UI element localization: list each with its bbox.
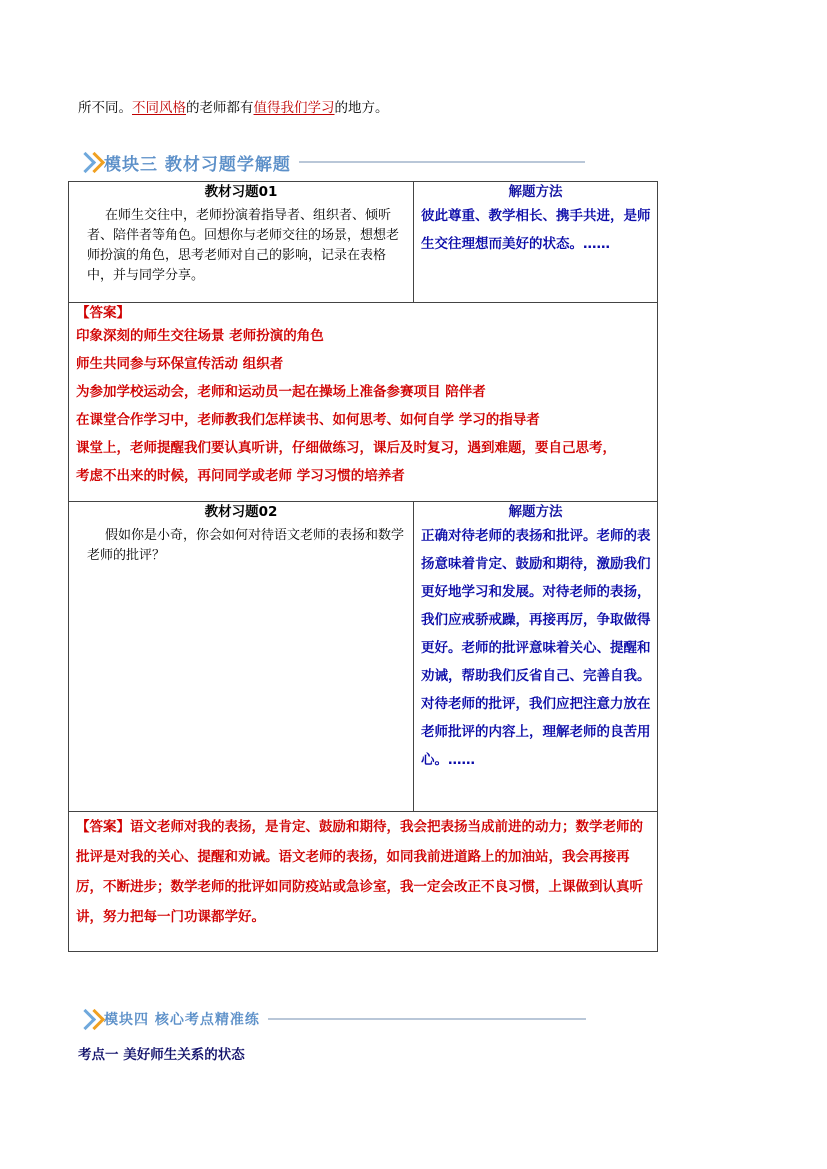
- exercise2-method-cell: [414, 502, 658, 812]
- module3-title: 模块三 教材习题学解题: [104, 154, 291, 175]
- exercise1-row: [69, 182, 658, 303]
- double-chevron-icon: [78, 155, 102, 169]
- exercise2-head: 教材习题02: [204, 504, 278, 520]
- term-different-styles: 不同风格: [132, 100, 186, 116]
- exercise-table: [68, 181, 658, 952]
- term-worth-learning: 值得我们学习: [253, 100, 335, 116]
- answer-line: 为参加学校运动会，老师和运动员一起在操场上准备参赛项目 陪伴者: [76, 384, 486, 400]
- answer-line: 在课堂合作学习中，老师教我们怎样读书、如何思考、如何自学 学习的指导者: [76, 412, 540, 428]
- module3-rule: [299, 161, 585, 163]
- exercise1-answer-row: [69, 303, 658, 502]
- exercise2-method-head: 解题方法: [508, 504, 563, 520]
- exercise1-answer-cell: [69, 303, 658, 502]
- intro-text: [78, 98, 389, 118]
- answer-line: 考虑不出来的时候，再问同学或老师 学习习惯的培养者: [76, 468, 405, 484]
- intro-suffix: 的地方。: [334, 100, 389, 116]
- intro-prefix: 所不同。: [78, 100, 132, 116]
- exercise2-question: 假如你是小奇，你会如何对待语文老师的表扬和数学老师的批评？: [87, 528, 405, 563]
- module4-rule: [268, 1018, 586, 1020]
- module4-title: 模块四 核心考点精准练: [104, 1012, 260, 1028]
- exercise1-method-cell: [414, 182, 658, 303]
- exercise1-question: 在师生交往中，老师扮演着指导者、组织者、倾听者、陪伴者等角色。回想你与老师交往的场景，想想老师扮演的角色，思考老师对自己的影响，记录在表格中，并与同学分享。: [87, 208, 400, 283]
- exercise1-question-cell: [69, 182, 414, 303]
- exercise1-method: 彼此尊重、教学相长、携手共进，是师生交往理想而美好的状态。……: [421, 208, 651, 252]
- exercise2-answer: 【答案】语文老师对我的表扬，是肯定、鼓励和期待，我会把表扬当成前进的动力；数学老师的批评是对我的关心、提醒和劝诫。语文老师的表扬，如同我前进道路上的加油站，我会再接再厉，不断进步；数学老师的批评如同防疫站或急诊室，我一定会改正不良习惯，上课做到认真听讲，努力把每一门功课都学好。: [76, 819, 643, 925]
- exercise2-answer-cell: [69, 812, 658, 952]
- double-chevron-icon: [78, 1012, 102, 1026]
- kaodian-heading: 考点一 美好师生关系的状态: [78, 1047, 245, 1063]
- answer-line: 印象深刻的师生交往场景 老师扮演的角色: [76, 328, 324, 344]
- answer-label: 【答案】: [76, 305, 130, 321]
- exercise2-method: 正确对待老师的表扬和批评。老师的表扬意味着肯定、鼓励和期待，激励我们更好地学习和发展。对待老师的表扬，我们应戒骄戒躁，再接再厉，争取做得更好。老师的批评意味着关心、提醒和劝诫，帮助我们反省自己、完善自我。对待老师的批评，我们应把注意力放在老师批评的内容上，理解老师的良苦用心。……: [421, 528, 651, 768]
- exercise2-row: [69, 502, 658, 812]
- exercise1-head: 教材习题01: [204, 184, 278, 200]
- exercise2-question-cell: [69, 502, 414, 812]
- exercise1-method-head: 解题方法: [508, 184, 563, 200]
- answer-line: 课堂上，老师提醒我们要认真听讲，仔细做练习，课后及时复习，遇到难题，要自己思考，: [76, 440, 616, 456]
- exercise1-answer: [69, 303, 657, 490]
- intro-middle: 的老师都有: [186, 100, 254, 116]
- exercise2-answer-row: [69, 812, 658, 952]
- answer-line: 师生共同参与环保宣传活动 组织者: [76, 356, 284, 372]
- module4-header: [78, 1006, 586, 1032]
- module3-header: [78, 149, 585, 175]
